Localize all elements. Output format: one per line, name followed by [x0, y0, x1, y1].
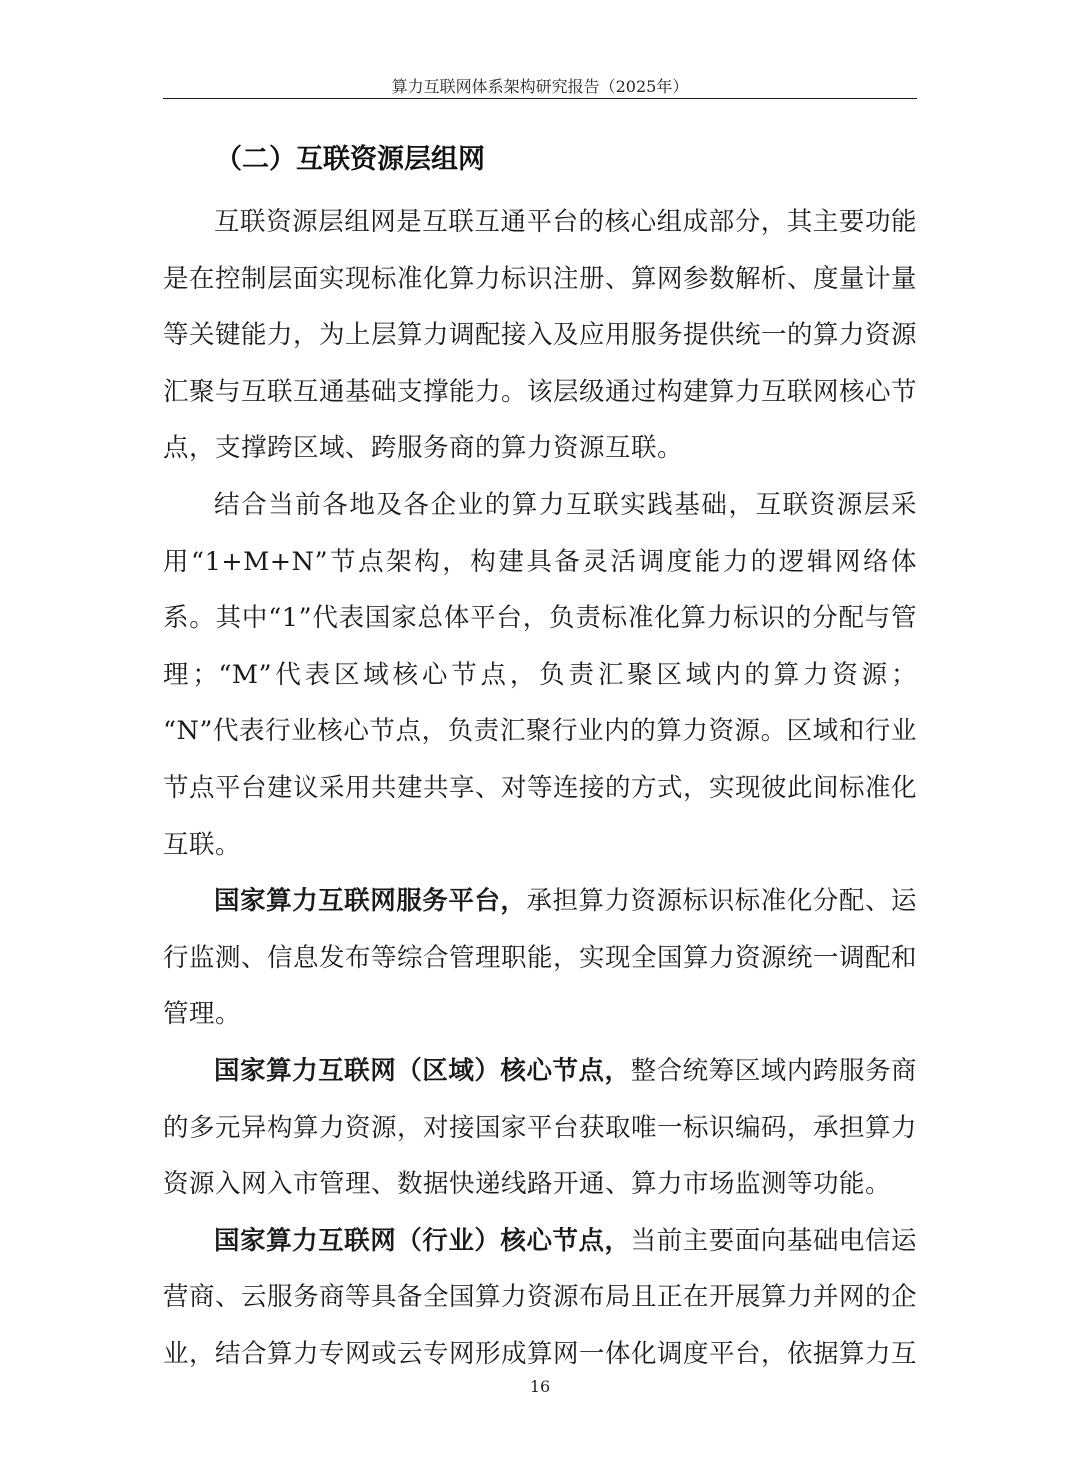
- paragraph-text: 整合统筹区域内跨服务商的多元异构算力资源，对接国家平台获取唯一标识编码，承担算力资源入网入市管理、数据快递线路开通、算力市场监测等功能。: [163, 1055, 918, 1200]
- header-divider: [163, 98, 917, 99]
- paragraph-lead: 国家算力互联网（区域）核心节点，: [214, 1055, 631, 1086]
- paragraph-architecture: [163, 477, 917, 873]
- paragraph-lead: 国家算力互联网服务平台，: [214, 886, 527, 917]
- paragraph-lead: 国家算力互联网（行业）核心节点，: [214, 1225, 631, 1256]
- paragraph-regional-node: [163, 1043, 917, 1213]
- paragraph-text: 承担算力资源标识标准化分配、运行监测、信息发布等综合管理职能，实现全国算力资源统一调配和管理。: [163, 886, 918, 1030]
- paragraph-industry-node: [163, 1213, 917, 1383]
- body-text: [163, 194, 917, 1382]
- paragraph-intro: [163, 194, 917, 477]
- paragraph-text: 互联资源层组网是互联互通平台的核心组成部分，其主要功能是在控制层面实现标准化算力标识注册、算网参数解析、度量计量等关键能力，为上层算力调配接入及应用服务提供统一的算力资源汇聚与互联互通基础支撑能力。该层级通过构建算力互联网核心节点，支撑跨区域、跨服务商的算力资源互联。: [163, 207, 918, 464]
- running-header: 算力互联网体系架构研究报告（2025年）: [391, 77, 689, 96]
- paragraph-text: 结合当前各地及各企业的算力互联实践基础，互联资源层采用“1+M+N”节点架构，构建具备灵活调度能力的逻辑网络体系。其中“1”代表国家总体平台，负责标准化算力标识的分配与管理；“M”代表区域核心节点，负责汇聚区域内的算力资源； “N”代表行业核心节点，负责汇聚行业内的算力资源。区域和行业节点平台建议采用共建共享、对等连接的方式，实现彼此间标准化互联。: [163, 489, 918, 860]
- page-number: 16: [529, 1377, 551, 1396]
- paragraph-national-platform: [163, 873, 917, 1043]
- paragraph-text: 当前主要面向基础电信运营商、云服务商等具备全国算力资源布局且正在开展算力并网的企业，结合算力专网或云专网形成算网一体化调度平台，依据算力互: [163, 1225, 918, 1369]
- section-title: （二）互联资源层组网: [215, 144, 485, 175]
